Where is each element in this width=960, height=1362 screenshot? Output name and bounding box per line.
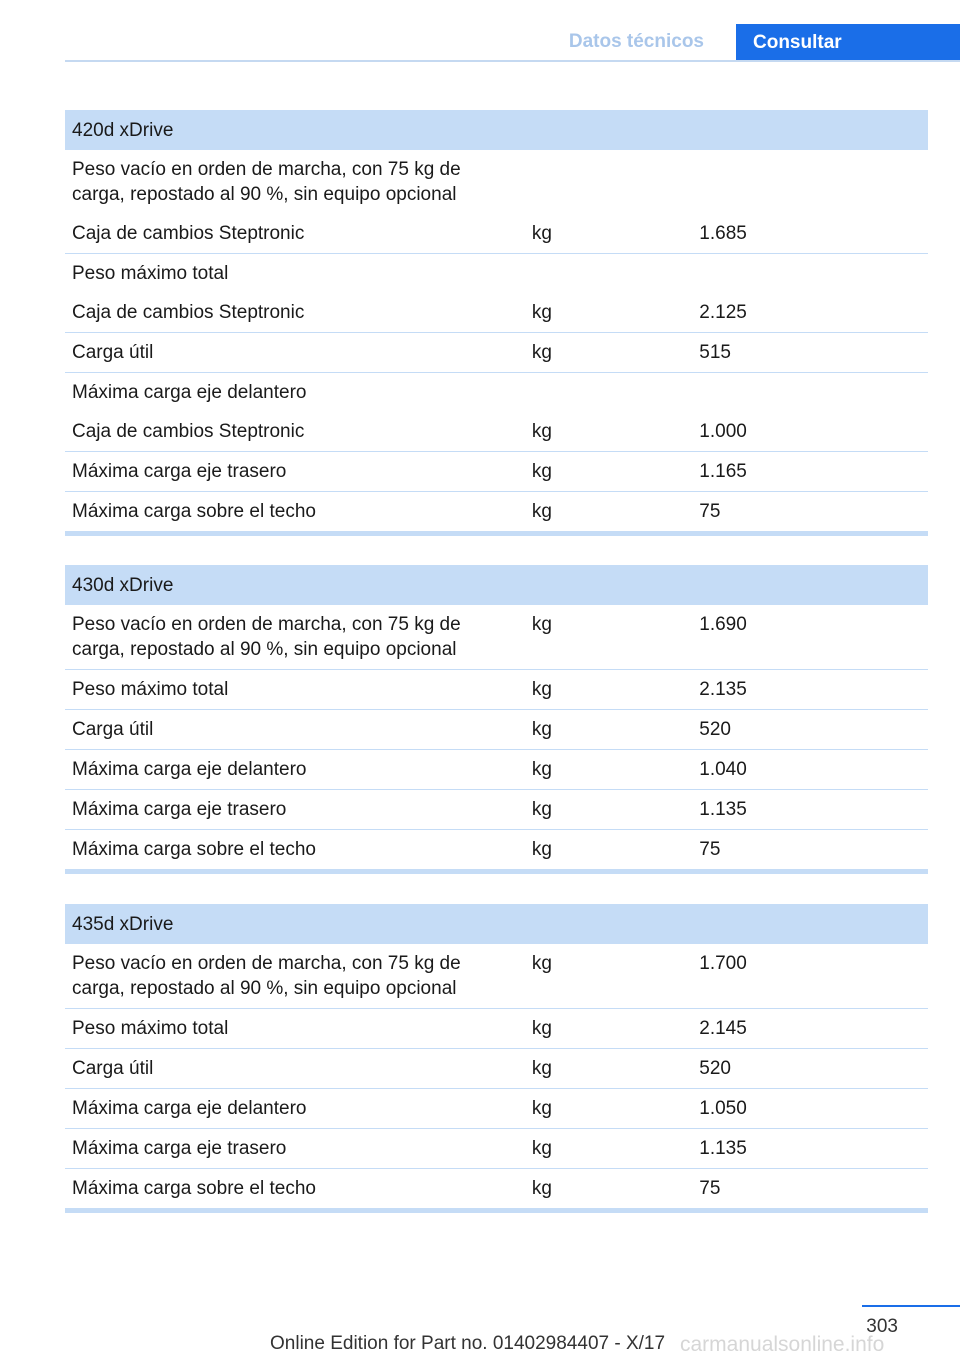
row-label: Carga útil: [65, 710, 525, 750]
row-label: Peso vacío en orden de marcha, con 75 kg de carga, repostado al 90 %, sin equipo opcional: [65, 944, 525, 1009]
table-row: [65, 214, 928, 254]
row-label: Máxima carga sobre el techo: [65, 492, 525, 534]
row-unit: kg: [525, 790, 692, 830]
table-row: [65, 452, 928, 492]
row-label: Carga útil: [65, 333, 525, 373]
row-value: 75: [692, 492, 928, 534]
row-value: 1.040: [692, 750, 928, 790]
row-value: 1.690: [692, 605, 928, 670]
row-label: Máxima carga eje delantero: [72, 382, 307, 403]
table-row: [65, 670, 928, 710]
row-value: 2.125: [692, 293, 928, 333]
table-row: [65, 710, 928, 750]
row-value: 2.135: [692, 670, 928, 710]
row-unit: kg: [525, 1009, 692, 1049]
table-row: [65, 944, 928, 1009]
table-row: [65, 150, 928, 214]
table-row: [65, 333, 928, 373]
row-label: Caja de cambios Steptronic: [65, 293, 525, 333]
row-value: 75: [692, 830, 928, 872]
table-row: [65, 293, 928, 333]
row-value: 1.135: [692, 790, 928, 830]
row-unit: kg: [525, 293, 692, 333]
row-value: [692, 254, 928, 294]
row-unit: kg: [525, 605, 692, 670]
row-label: Máxima carga sobre el techo: [65, 1169, 525, 1211]
row-value: 520: [692, 1049, 928, 1089]
row-unit: kg: [525, 333, 692, 373]
row-value: 1.135: [692, 1129, 928, 1169]
spec-table-420d: [65, 110, 928, 536]
row-unit: kg: [525, 1169, 692, 1211]
row-value: 2.145: [692, 1009, 928, 1049]
row-unit: kg: [525, 710, 692, 750]
row-unit: kg: [525, 670, 692, 710]
table-row: [65, 790, 928, 830]
row-label: Peso máximo total: [65, 670, 525, 710]
page-header: [0, 0, 960, 62]
row-label: Peso vacío en orden de marcha, con 75 kg de carga, repostado al 90 %, sin equipo opcional: [65, 605, 525, 670]
table-row: [65, 1049, 928, 1089]
table-title-row: [65, 110, 928, 150]
row-unit: kg: [525, 944, 692, 1009]
row-label: Máxima carga eje delantero: [65, 750, 525, 790]
row-label: Máxima carga eje trasero: [65, 790, 525, 830]
row-label: Caja de cambios Steptronic: [65, 214, 525, 254]
row-label: Máxima carga eje trasero: [65, 1129, 525, 1169]
row-value: 520: [692, 710, 928, 750]
row-label: Peso máximo total: [72, 263, 229, 284]
table-row: [65, 605, 928, 670]
table-title-row: [65, 904, 928, 944]
row-label: Carga útil: [65, 1049, 525, 1089]
table-title: 430d xDrive: [65, 565, 928, 605]
row-value: 75: [692, 1169, 928, 1211]
row-unit: kg: [525, 1129, 692, 1169]
table-title: 435d xDrive: [65, 904, 928, 944]
row-label: Máxima carga eje delantero: [65, 1089, 525, 1129]
row-unit: [525, 373, 692, 413]
table-title: 420d xDrive: [65, 110, 928, 150]
table-row: [65, 254, 928, 294]
tab-consultar[interactable]: Consultar: [736, 24, 960, 62]
row-label: Máxima carga eje trasero: [65, 452, 525, 492]
row-label: Peso máximo total: [65, 1009, 525, 1049]
section-title[interactable]: Datos técnicos: [568, 31, 704, 52]
table-row: [65, 750, 928, 790]
table-row: [65, 1129, 928, 1169]
row-unit: kg: [525, 750, 692, 790]
row-unit: [525, 150, 692, 214]
row-unit: kg: [525, 412, 692, 452]
table-row: [65, 492, 928, 534]
row-value: 1.165: [692, 452, 928, 492]
spec-table-430d: [65, 565, 928, 874]
table-row: [65, 1089, 928, 1129]
header-divider: [65, 60, 960, 62]
row-label: Peso vacío en orden de marcha, con 75 kg de carga, repostado al 90 %, sin equipo opcional: [72, 159, 461, 205]
row-value: [692, 373, 928, 413]
table-title-row: [65, 565, 928, 605]
row-label: Caja de cambios Steptronic: [65, 412, 525, 452]
spec-table-435d: [65, 904, 928, 1213]
row-unit: [525, 254, 692, 294]
row-value: 1.700: [692, 944, 928, 1009]
row-unit: kg: [525, 1089, 692, 1129]
table-row: [65, 373, 928, 413]
row-unit: kg: [525, 830, 692, 872]
row-unit: kg: [525, 214, 692, 254]
row-label: Máxima carga sobre el techo: [65, 830, 525, 872]
table-row: [65, 1009, 928, 1049]
table-row: [65, 1169, 928, 1211]
row-value: 1.000: [692, 412, 928, 452]
edition-note: Online Edition for Part no. 01402984407 - X/17: [270, 1333, 666, 1354]
watermark: carmanualsonline.info: [680, 1333, 885, 1356]
table-row: [65, 412, 928, 452]
table-row: [65, 830, 928, 872]
row-value: [692, 150, 928, 214]
page-number: 303: [866, 1316, 898, 1337]
row-unit: kg: [525, 492, 692, 534]
row-value: 1.685: [692, 214, 928, 254]
row-value: 1.050: [692, 1089, 928, 1129]
footer-divider: [862, 1305, 960, 1307]
row-unit: kg: [525, 452, 692, 492]
row-unit: kg: [525, 1049, 692, 1089]
row-value: 515: [692, 333, 928, 373]
